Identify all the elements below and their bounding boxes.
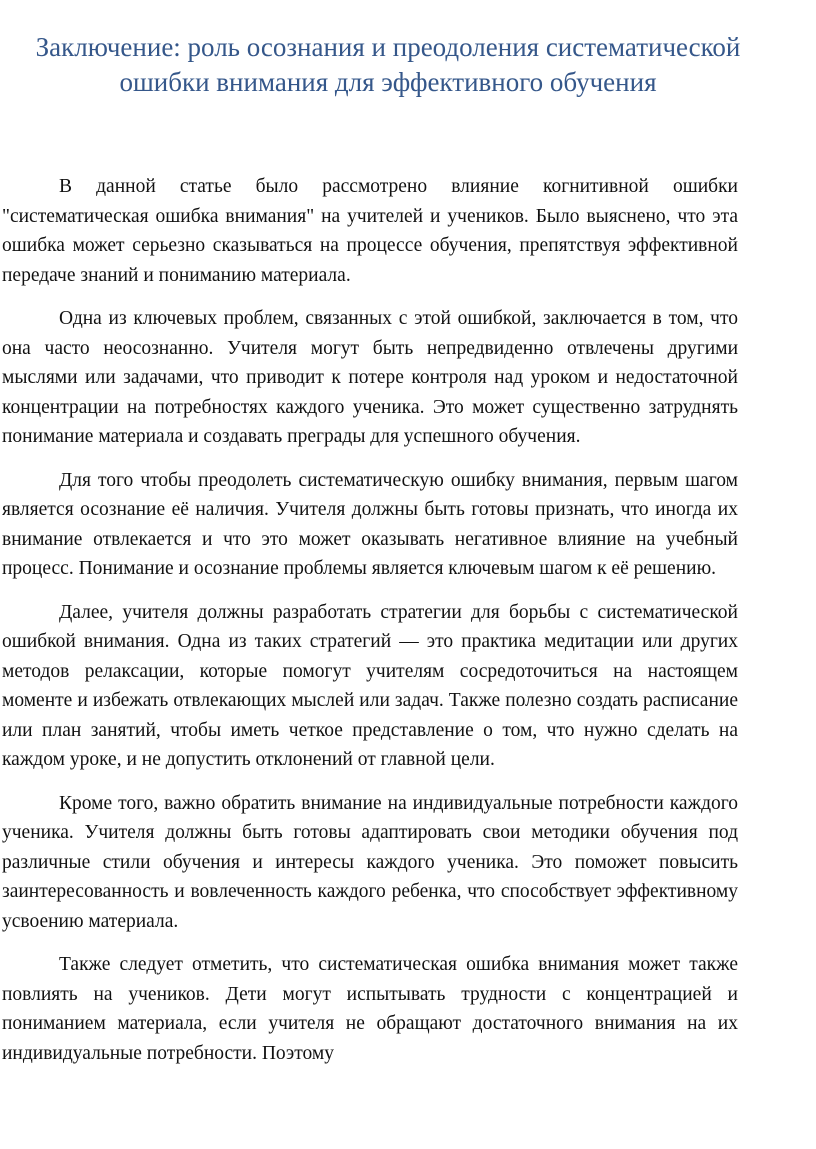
- document-body: [2, 172, 738, 1082]
- paragraph: Кроме того, важно обратить внимание на индивидуальные потребности каждого ученика. Учителя должны быть готовы адаптировать свои методики обучения под различные стили обучения и интересы каждого ученика. Это поможет повысить заинтересованность и вовлеченность каждого ребенка, что способствует эффективному усвоению материала.: [2, 792, 738, 932]
- document-title: Заключение: роль осознания и преодоления систематической ошибки внимания для эффективного обучения: [35, 32, 741, 97]
- paragraph: Далее, учителя должны разработать стратегии для борьбы с систематической ошибкой внимания. Одна из таких стратегий — это практика медитации или других методов релаксации, которые помогут учителям сосредоточиться на настоящем моменте и избежать отвлекающих мыслей или задач. Также полезно создать расписание или план занятий, чтобы иметь четкое представление о том, что нужно сделать на каждом уроке, и не допустить отклонений от главной цели.: [2, 601, 738, 770]
- paragraph: В данной статье было рассмотрено влияние когнитивной ошибки "систематическая ошибка внимания" на учителей и учеников. Было выяснено, что эта ошибка может серьезно сказываться на процессе обучения, препятствуя эффективной передаче знаний и пониманию материала.: [2, 176, 738, 286]
- paragraph: Одна из ключевых проблем, связанных с этой ошибкой, заключается в том, что она часто неосознанно. Учителя могут быть непредвиденно отвлечены другими мыслями или задачами, что приводит к потере контроля над уроком и недостаточной концентрации на потребностях каждого ученика. Это может существенно затруднять понимание материала и создавать преграды для успешного обучения.: [2, 308, 738, 447]
- paragraph: Для того чтобы преодолеть систематическую ошибку внимания, первым шагом является осознание её наличия. Учителя должны быть готовы признать, что иногда их внимание отвлекается и что это может оказывать негативное влияние на учебный процесс. Понимание и осознание проблемы является ключевым шагом к её решению.: [2, 469, 738, 579]
- paragraph: Также следует отметить, что систематическая ошибка внимания может также повлиять на учеников. Дети могут испытывать трудности с концентрацией и пониманием материала, если учителя не обращают достаточного внимания на их индивидуальные потребности. Поэтому: [2, 954, 738, 1064]
